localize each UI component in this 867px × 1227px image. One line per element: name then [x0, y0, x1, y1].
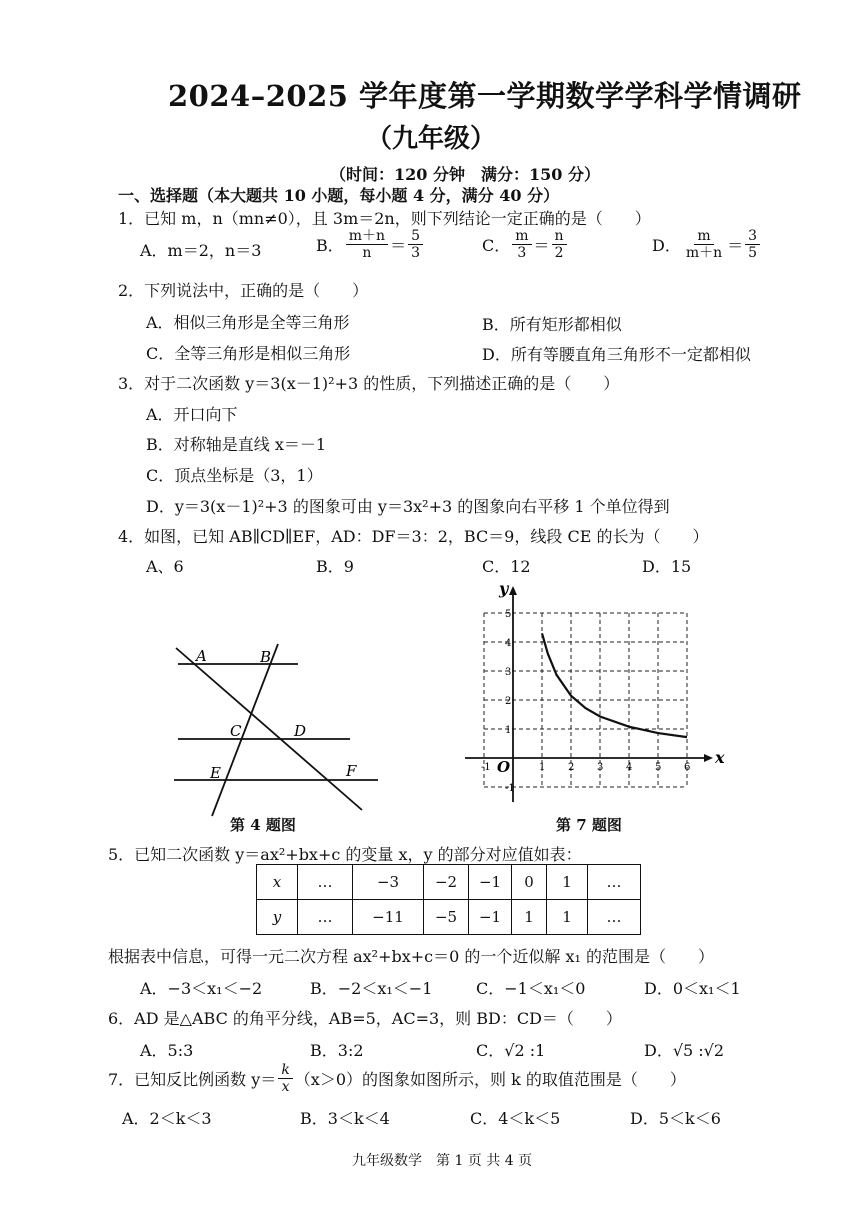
question-7-stem-suffix: （x＞0）的图象如图所示，则 k 的取值范围是（ ）	[294, 1070, 686, 1089]
table-cell: 1	[512, 900, 547, 935]
page-title: 2024–2025 学年度第一学期数学学科学情调研	[168, 79, 802, 113]
x-axis-arrow	[704, 754, 713, 762]
q6-option-a: A．5:3	[140, 1041, 194, 1060]
table-cell: …	[588, 900, 641, 935]
page-footer: 九年级数学 第 1 页 共 4 页	[352, 1153, 533, 1169]
q5-option-b: B．−2＜x₁＜−1	[310, 979, 433, 998]
label-e: E	[210, 764, 221, 782]
table-cell: …	[588, 865, 641, 900]
q1-b-left-fraction: $\frac{m+n}{n}$	[346, 228, 388, 261]
q2-option-d: D．所有等腰直角三角形不一定都相似	[482, 345, 751, 364]
q4-option-b: B．9	[316, 557, 354, 576]
q7-option-c: C．4＜k＜5	[470, 1109, 561, 1128]
figure-4-caption: 第 4 题图	[230, 816, 296, 834]
q4-option-c: C．12	[482, 557, 531, 576]
x-tick-label: 4	[626, 762, 633, 773]
hyperbola-curve	[542, 633, 687, 737]
y-axis-label: y	[499, 580, 509, 598]
q1-c-left-fraction: $\frac{m}{3}$	[512, 228, 531, 261]
q1-option-b-label: B．	[316, 236, 344, 255]
question-3-stem: 3．对于二次函数 y＝3(x－1)²+3 的性质，下列描述正确的是（ ）	[118, 374, 620, 393]
q5-option-a: A．−3＜x₁＜−2	[140, 979, 263, 998]
y-tick-label: 5	[505, 609, 512, 620]
q5-option-d: D．0＜x₁＜1	[644, 979, 741, 998]
q1-option-c-label: C．	[482, 236, 511, 255]
question-4-stem: 4．如图，已知 AB∥CD∥EF，AD：DF＝3：2，BC＝9，线段 CE 的长为（ ）	[118, 527, 709, 546]
q4-option-a: A、6	[146, 557, 184, 576]
q1-option-c: C． $\frac{m}{3}$ ＝ $\frac{n}{2}$	[482, 228, 569, 261]
label-d: D	[294, 722, 307, 740]
q5-option-c: C．−1＜x₁＜0	[476, 979, 586, 998]
transversal-bce	[212, 644, 278, 816]
question-5-follow: 根据表中信息，可得一元二次方程 ax²+bx+c＝0 的一个近似解 x₁ 的范围是（ ）	[108, 947, 714, 966]
x-tick-label: 6	[684, 762, 691, 773]
q2-option-b: B．所有矩形都相似	[482, 315, 622, 334]
q7-option-d: D．5＜k＜6	[630, 1109, 721, 1128]
q3-option-d: D．y＝3(x－1)²+3 的图象可由 y＝3x²+3 的图象向右平移 1 个单位得到	[146, 497, 670, 516]
label-f: F	[346, 762, 357, 780]
figure-7-caption: 第 7 题图	[556, 816, 622, 834]
table-cell: −5	[424, 900, 469, 935]
grid	[484, 613, 687, 787]
label-c: C	[230, 722, 242, 740]
x-tick-label: 3	[597, 762, 604, 773]
q1-d-right-fraction: $\frac{3}{5}$	[745, 228, 760, 261]
y-tick-label: -1	[505, 783, 515, 794]
grade-subtitle: （九年级）	[366, 124, 497, 154]
figure-4-diagram	[160, 640, 390, 820]
q3-option-b: B．对称轴是直线 x＝－1	[146, 435, 327, 454]
q2-option-a: A．相似三角形是全等三角形	[146, 313, 350, 332]
x-axis-label: x	[715, 748, 725, 767]
value-table	[256, 864, 641, 935]
q2-option-c: C．全等三角形是相似三角形	[146, 344, 351, 363]
y-tick-label: 1	[505, 725, 512, 736]
q3-option-c: C．顶点坐标是（3，1）	[146, 466, 323, 485]
question-5-stem: 5．已知二次函数 y＝ax²+bx+c 的变量 x，y 的部分对应值如表：	[108, 845, 582, 864]
label-b: B	[260, 648, 272, 666]
question-2-stem: 2．下列说法中，正确的是（ ）	[118, 281, 369, 300]
figure-7-graph	[455, 580, 725, 810]
q1-d-left-fraction: $\frac{m}{m+n}$	[685, 228, 723, 261]
table-cell: 0	[512, 865, 547, 900]
question-6-stem: 6．AD 是△ABC 的角平分线，AB=5，AC=3，则 BD：CD＝（ ）	[108, 1009, 622, 1028]
label-a: A	[196, 647, 207, 665]
table-row-x	[257, 865, 641, 900]
q1-option-a: A．m＝2，n＝3	[140, 241, 262, 260]
q1-option-d: D． $\frac{m}{m+n}$ ＝ $\frac{3}{5}$	[652, 228, 762, 261]
table-cell: −11	[353, 900, 424, 935]
x-tick-label: 5	[655, 762, 662, 773]
table-cell: …	[298, 865, 353, 900]
q7-option-a: A．2＜k＜3	[122, 1109, 212, 1128]
q6-option-b: B．3:2	[310, 1041, 364, 1060]
transversal-adf	[176, 648, 362, 810]
table-cell: 1	[547, 900, 588, 935]
y-tick-label: 3	[505, 667, 512, 678]
table-cell: −2	[424, 865, 469, 900]
origin-label: O	[497, 758, 511, 776]
question-7-stem	[108, 1062, 686, 1095]
q6-option-d: D．√5 :√2	[644, 1041, 725, 1060]
table-cell: x	[257, 865, 298, 900]
table-cell: …	[298, 900, 353, 935]
table-cell: −1	[469, 865, 512, 900]
y-tick-label: 2	[505, 696, 512, 707]
x-tick-label: 2	[568, 762, 575, 773]
x-tick-label: 1	[539, 762, 546, 773]
question-1-stem: 1．已知 m，n（mn≠0），且 3m＝2n，则下列结论一定正确的是（ ）	[118, 209, 651, 228]
q6-option-c: C．√2 :1	[476, 1041, 546, 1060]
question-7-stem-prefix: 7．已知反比例函数 y＝	[108, 1070, 277, 1089]
table-cell: −3	[353, 865, 424, 900]
q3-option-a: A．开口向下	[146, 405, 238, 424]
table-cell: y	[257, 900, 298, 935]
x-tick-label: -1	[481, 762, 491, 773]
q1-b-right-fraction: $\frac{5}{3}$	[408, 228, 423, 261]
q7-fraction: $\frac{k}{x}$	[278, 1062, 292, 1095]
table-cell: −1	[469, 900, 512, 935]
q1-option-d-label: D．	[652, 236, 681, 255]
y-axis-arrow	[509, 586, 517, 595]
y-tick-label: 4	[505, 638, 512, 649]
table-row-y	[257, 900, 641, 935]
table-cell: 1	[547, 865, 588, 900]
q4-option-d: D．15	[642, 557, 692, 576]
section-heading: 一、选择题（本大题共 10 小题，每小题 4 分，满分 40 分）	[118, 186, 560, 205]
q7-option-b: B．3＜k＜4	[300, 1109, 390, 1128]
q1-c-right-fraction: $\frac{n}{2}$	[552, 228, 567, 261]
exam-time-info: （时间：120 分钟 满分：150 分）	[330, 165, 600, 184]
q1-option-b: B． $\frac{m+n}{n}$ ＝ $\frac{5}{3}$	[316, 228, 425, 261]
